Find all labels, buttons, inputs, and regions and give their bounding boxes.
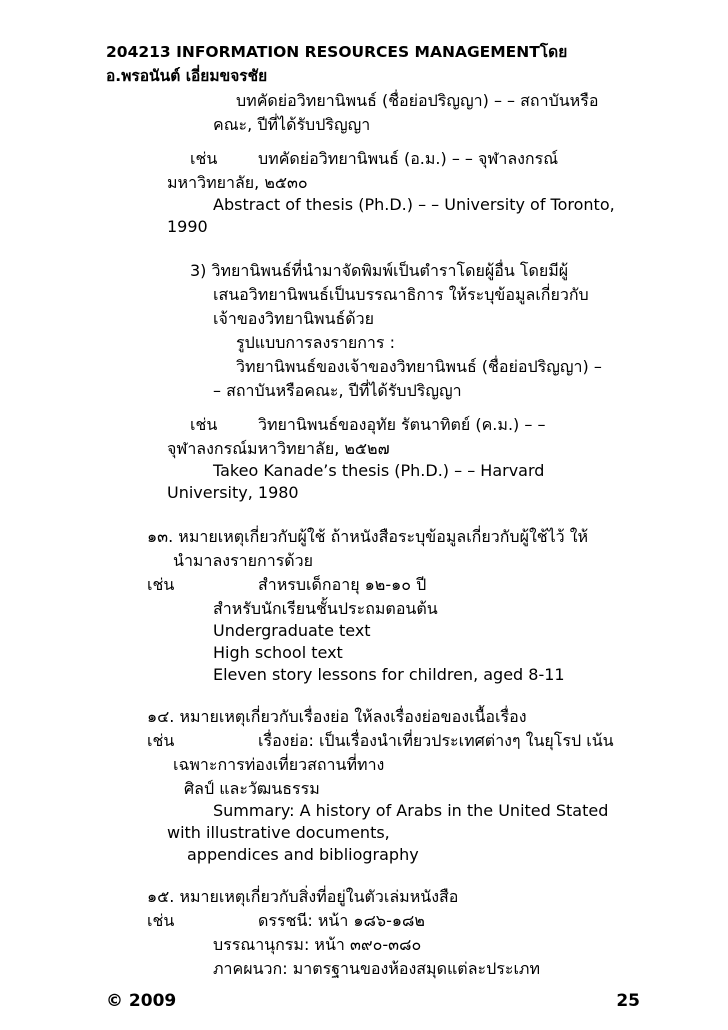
note13-item: สำหรบเด็กอายุ ๑๒-๑๐ ปี [258,575,427,594]
note14-example-label: เช่น [147,731,175,750]
abstract-example-label: เช่น [190,149,218,168]
note15-example-label: เช่น [147,911,175,930]
note14-th-a: เรื่องย่อ: เป็นเรื่องนำเที่ยวประเทศต่างๆ ในยุโรป เน้น [258,731,614,750]
footer-copyright: © 2009 [106,991,177,1011]
abstract-example-en-a: Abstract of thesis (Ph.D.) – – University of Toronto, [213,195,615,214]
abstract-format-line1: บทคัดย่อวิทยานิพนธ์ (ชื่อย่อปริญญา) – – สถาบันหรือ [236,91,599,110]
abstract-example-th-a: บทคัดย่อวิทยานิพนธ์ (อ.ม.) – – จุฬาลงกรณ์ [258,149,559,168]
abstract-example-en-b: 1990 [167,217,208,236]
note13-item: Eleven story lessons for children, aged 8-11 [213,665,565,684]
note14-en-a: Summary: A history of Arabs in the United Stated [213,801,609,820]
note14-en-c: appendices and bibliography [187,845,419,864]
note14-th-c: ศิลป์ และวัฒนธรรม [184,779,320,798]
note14-en-b: with illustrative documents, [167,823,390,842]
section3-example-en-a: Takeo Kanade’s thesis (Ph.D.) – – Harvard [213,461,545,480]
section3-example-th-b: จุฬาลงกรณ์มหาวิทยาลัย, ๒๕๒๗ [167,439,390,458]
section3-example-en-b: University, 1980 [167,483,299,502]
note15-item: บรรณานุกรม: หน้า ๓๙๐-๓๘๐ [213,935,422,954]
footer-page-number: 25 [616,991,640,1011]
note13-item: สำหรับนักเรียนชั้นประถมตอนต้น [213,599,438,618]
note14-title: ๑๔. หมายเหตุเกี่ยวกับเรื่องย่อ ให้ลงเรื่องย่อของเนื้อเรื่อง [147,707,527,726]
note13-item: Undergraduate text [213,621,371,640]
note14-th-b: เฉพาะการท่องเที่ยวสถานที่ทาง [173,755,385,774]
abstract-format-line2: คณะ, ปีที่ได้รับปริญญา [213,115,371,134]
note15-item: ดรรชนี: หน้า ๑๘๖-๑๘๒ [258,911,425,930]
section3-line3: เจ้าของวิทยานิพนธ์ด้วย [213,309,375,328]
section3-format-line2: – สถาบันหรือคณะ, ปีที่ได้รับปริญญา [213,381,462,400]
section3-format-line1: วิทยานิพนธ์ของเจ้าของวิทยานิพนธ์ (ชื่อย่อปริญญา) – [236,357,602,376]
section3-format-label: รูปแบบการลงรายการ : [236,333,395,352]
header-title: 204213 INFORMATION RESOURCES MANAGEMENTโดย [106,43,568,61]
note13-example-label: เช่น [147,575,175,594]
section3-example-th-a: วิทยานิพนธ์ของอุทัย รัตนาทิตย์ (ค.ม.) – – [258,415,546,434]
note13-item: High school text [213,643,343,662]
note15-item: ภาคผนวก: มาตรฐานของห้องสมุดแต่ละประเภท [213,959,540,978]
abstract-example-th-b: มหาวิทยาลัย, ๒๕๓๐ [167,173,308,192]
header-author: อ.พรอนันต์ เอี่ยมขจรชัย [106,67,268,85]
section3-title: 3) วิทยานิพนธ์ที่นำมาจัดพิมพ์เป็นตำราโดยผู้อื่น โดยมีผู้ [190,261,569,280]
note15-title: ๑๕. หมายเหตุเกี่ยวกับสิ่งที่อยู่ในตัวเล่มหนังสือ [147,887,459,906]
section3-example-label: เช่น [190,415,218,434]
section3-line2: เสนอวิทยานิพนธ์เป็นบรรณาธิการ ให้ระบุข้อมูลเกี่ยวกับ [213,285,589,304]
note13-title: ๑๓. หมายเหตุเกี่ยวกับผู้ใช้ ถ้าหนังสือระบุข้อมูลเกี่ยวกับผู้ใช้ไว้ ให้ [147,527,589,546]
note13-title-b: นำมาลงรายการด้วย [173,551,314,570]
